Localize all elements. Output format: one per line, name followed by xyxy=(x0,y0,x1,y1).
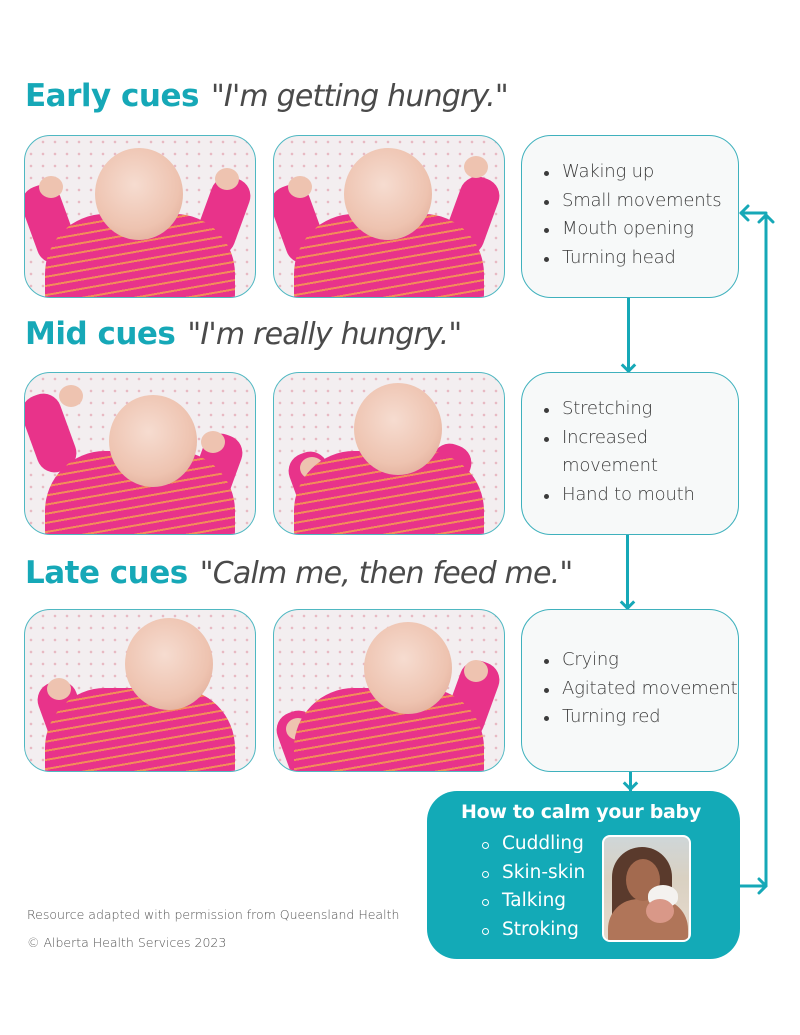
list-item: Small movements xyxy=(542,187,721,216)
list-item: Turning red xyxy=(542,703,737,732)
list-item: Crying xyxy=(542,646,737,675)
list-item: Stroking xyxy=(480,916,585,945)
early-cues-quote: "I'm getting hungry." xyxy=(210,79,508,114)
list-item: Mouth opening xyxy=(542,215,721,244)
list-item: Increased xyxy=(542,424,695,453)
list-item: Turning head xyxy=(542,244,721,273)
list-item: Cuddling xyxy=(480,830,585,859)
list-item: Agitated movement xyxy=(542,675,737,704)
list-item: Skin-skin xyxy=(480,859,585,888)
list-item: Talking xyxy=(480,887,585,916)
mid-cues-quote: "I'm really hungry." xyxy=(187,317,462,352)
list-item: Waking up xyxy=(542,158,721,187)
list-item: Stretching xyxy=(542,395,695,424)
footer-copyright: © Alberta Health Services 2023 xyxy=(27,935,227,950)
calm-title: How to calm your baby xyxy=(461,801,701,823)
footer-credit: Resource adapted with permission from Queensland Health xyxy=(27,907,400,922)
late-cues-title: Late cues xyxy=(25,555,188,591)
list-item: Hand to mouth xyxy=(542,481,695,510)
list-item-continuation: movement xyxy=(562,455,658,476)
early-cues-title: Early cues xyxy=(25,78,199,114)
late-cues-quote: "Calm me, then feed me." xyxy=(199,556,573,591)
mid-cues-title: Mid cues xyxy=(25,316,176,352)
